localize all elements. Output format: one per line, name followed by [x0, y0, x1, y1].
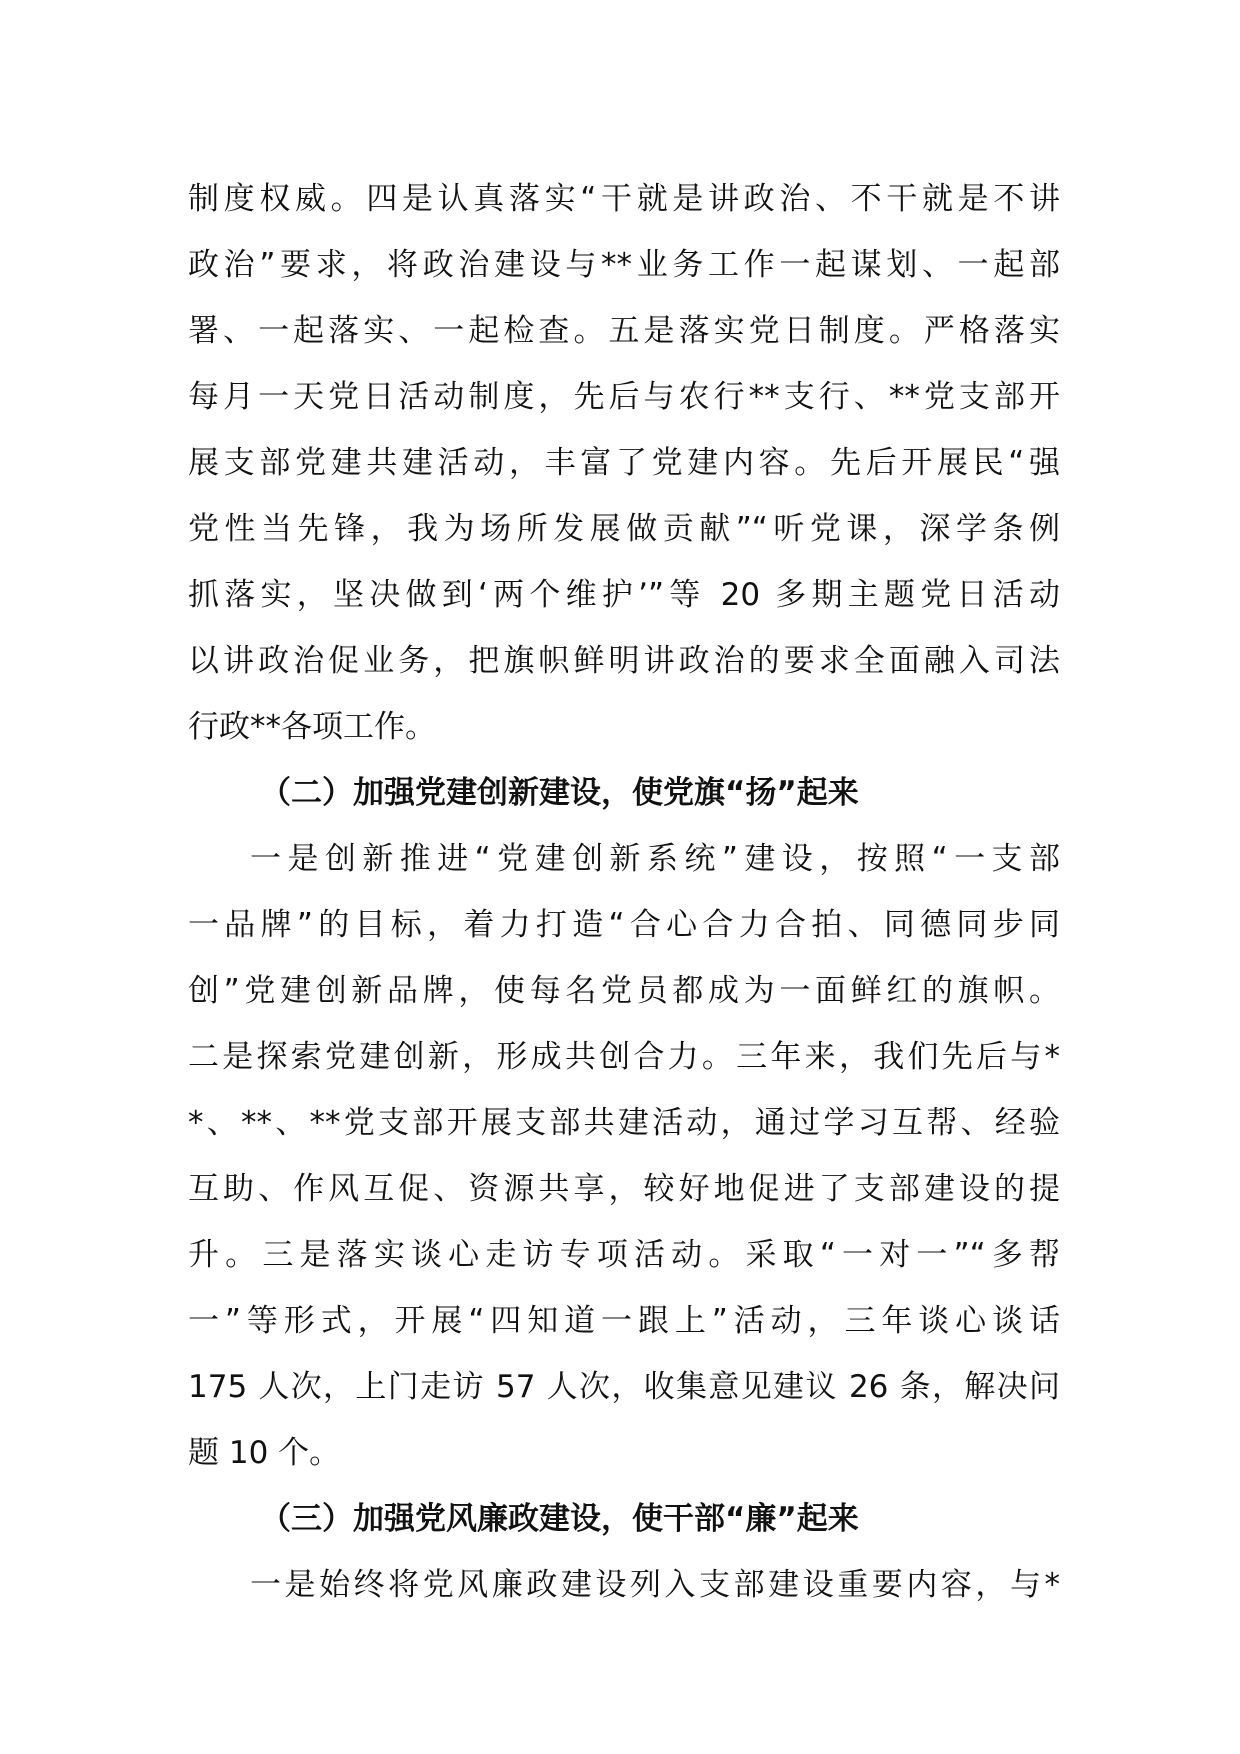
paragraph-line: 行政**各项工作。 [188, 709, 436, 745]
paragraph-line: 署、一起落实、一起检查。五是落实党日制度。严格落实 [188, 313, 1060, 349]
paragraph-line: 一是始终将党风廉政建设列入支部建设重要内容，与* [250, 1567, 1060, 1603]
paragraph-line: 升。三是落实谈心走访专项活动。采取“一对一”“多帮 [188, 1237, 1060, 1273]
paragraph-line: 每月一天党日活动制度，先后与农行**支行、**党支部开 [188, 379, 1060, 415]
paragraph-line: 一是创新推进“党建创新系统”建设，按照“一支部 [250, 841, 1060, 877]
paragraph-line: 二是探索党建创新，形成共创合力。三年来，我们先后与* [188, 1039, 1060, 1075]
section-heading-3: （三）加强党风廉政建设，使干部“廉”起来 [260, 1501, 859, 1537]
paragraph-line: 一品牌”的目标，着力打造“合心合力合拍、同德同步同 [188, 907, 1060, 943]
paragraph-line: 一”等形式，开展“四知道一跟上”活动，三年谈心谈话 [188, 1303, 1060, 1339]
section-heading-2: （二）加强党建创新建设，使党旗“扬”起来 [260, 775, 859, 811]
paragraph-line: 展支部党建共建活动，丰富了党建内容。先后开展民“强 [188, 445, 1060, 481]
paragraph-line: 抓落实，坚决做到‘两个维护’”等 20 多期主题党日活动 [188, 577, 1060, 613]
paragraph-line: 以讲政治促业务，把旗帜鲜明讲政治的要求全面融入司法 [188, 643, 1060, 679]
paragraph-line: 制度权威。四是认真落实“干就是讲政治、不干就是不讲 [188, 181, 1060, 217]
paragraph-line: *、**、**党支部开展支部共建活动，通过学习互帮、经验 [188, 1105, 1060, 1141]
paragraph-line: 175 人次，上门走访 57 人次，收集意见建议 26 条，解决问 [188, 1369, 1060, 1405]
document-body [188, 166, 1060, 1618]
paragraph-line: 创”党建创新品牌，使每名党员都成为一面鲜红的旗帜。 [188, 973, 1060, 1009]
paragraph-line: 党性当先锋，我为场所发展做贡献”“听党课，深学条例 [188, 511, 1060, 547]
paragraph-line: 政治”要求，将政治建设与**业务工作一起谋划、一起部 [188, 247, 1060, 283]
paragraph-line: 题 10 个。 [188, 1435, 341, 1471]
paragraph-line: 互助、作风互促、资源共享，较好地促进了支部建设的提 [188, 1171, 1060, 1207]
